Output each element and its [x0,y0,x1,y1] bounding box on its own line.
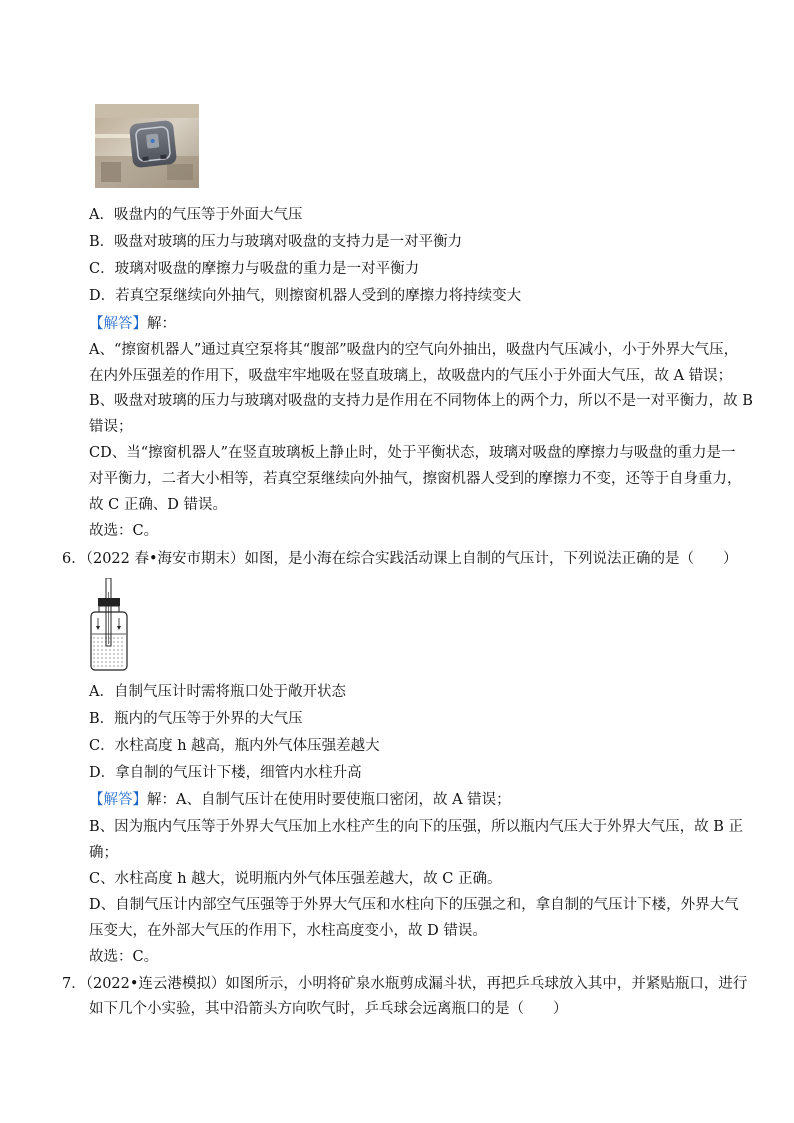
q6-answer-line: 确； [89,845,118,861]
q5-answer-line: 错误； [89,419,133,435]
q7-stem-line: 如下几个小实验，其中沿箭头方向吹气时，乒乓球会远离瓶口的是（ ） [89,1001,568,1017]
q5-answer-line: 对平衡力，二者大小相等，若真空泵继续向外抽气，擦窗机器人受到的摩擦力不变，还等于自身重力， [89,471,742,487]
q6-option-a: A．自制气压计时需将瓶口处于敞开状态 [89,684,346,700]
q7-stem-line: 7．（2022•连云港模拟）如图所示，小明将矿泉水瓶剪成漏斗状，再把乒乓球放入其中，并紧贴瓶口，进行 [62,976,748,992]
answer-first-line: 解：A、自制气压计在使用时要使瓶口密闭，故 A 错误； [147,792,511,808]
q5-option-c: C．玻璃对吸盘的摩擦力与吸盘的重力是一对平衡力 [89,261,420,277]
window-cleaning-robot-photo [95,104,199,188]
q6-answer-heading [89,790,511,810]
q6-answer-line: C、水柱高度 h 越大，说明瓶内外气体压强差越大，故 C 正确。 [89,871,502,887]
q5-answer-line: A、“擦窗机器人”通过真空泵将其“腹部”吸盘内的空气向外抽出，吸盘内气压减小，小于外界大气压， [89,342,739,358]
q5-option-a: A．吸盘内的气压等于外面大气压 [89,207,303,223]
q5-option-d: D．若真空泵继续向外抽气，则擦窗机器人受到的摩擦力将持续变大 [89,288,522,304]
answer-intro: 解： [147,316,176,332]
q5-answer-line: 故选：C。 [89,523,159,539]
q6-answer-line: B、因为瓶内气压等于外界大气压加上水柱产生的向下的压强，所以瓶内气压大于外界大气压，故 B 正 [89,819,744,835]
q6-stem: 6．（2022 春•海安市期末）如图，是小海在综合实践活动课上自制的气压计，下列说法正确的是（ ） [62,551,738,567]
q6-option-c: C．水柱高度 h 越高，瓶内外气体压强差越大 [89,738,380,754]
q6-option-b: B．瓶内的气压等于外界的大气压 [89,711,303,727]
answer-tag: 【解答】 [89,792,147,808]
q5-answer-line: 在内外压强差的作用下，吸盘牢牢地吸在竖直玻璃上，故吸盘内的气压小于外面大气压，故 A 错误； [89,368,733,384]
q5-option-b: B．吸盘对玻璃的压力与玻璃对吸盘的支持力是一对平衡力 [89,234,463,250]
q5-answer-line: 故 C 正确、D 错误。 [89,497,228,513]
q5-answer-heading [89,314,176,334]
q6-option-d: D．拿自制的气压计下楼，细管内水柱升高 [89,765,362,781]
q5-answer-line: B、吸盘对玻璃的压力与玻璃对吸盘的支持力是作用在不同物体上的两个力，所以不是一对平衡力，故 B [89,393,753,409]
answer-tag: 【解答】 [89,316,147,332]
q6-answer-line: 故选：C。 [89,949,159,965]
q5-answer-line: CD、当“擦窗机器人”在竖直玻璃板上静止时，处于平衡状态，玻璃对吸盘的摩擦力与吸盘的重力是一 [89,445,736,461]
barometer-diagram [90,578,128,672]
q6-answer-line: 压变大，在外部大气压的作用下，水柱高度变小，故 D 错误。 [89,923,487,939]
q6-answer-line: D、自制气压计内部空气压强等于外界大气压和水柱向下的压强之和，拿自制的气压计下楼，外界大气 [89,897,739,913]
